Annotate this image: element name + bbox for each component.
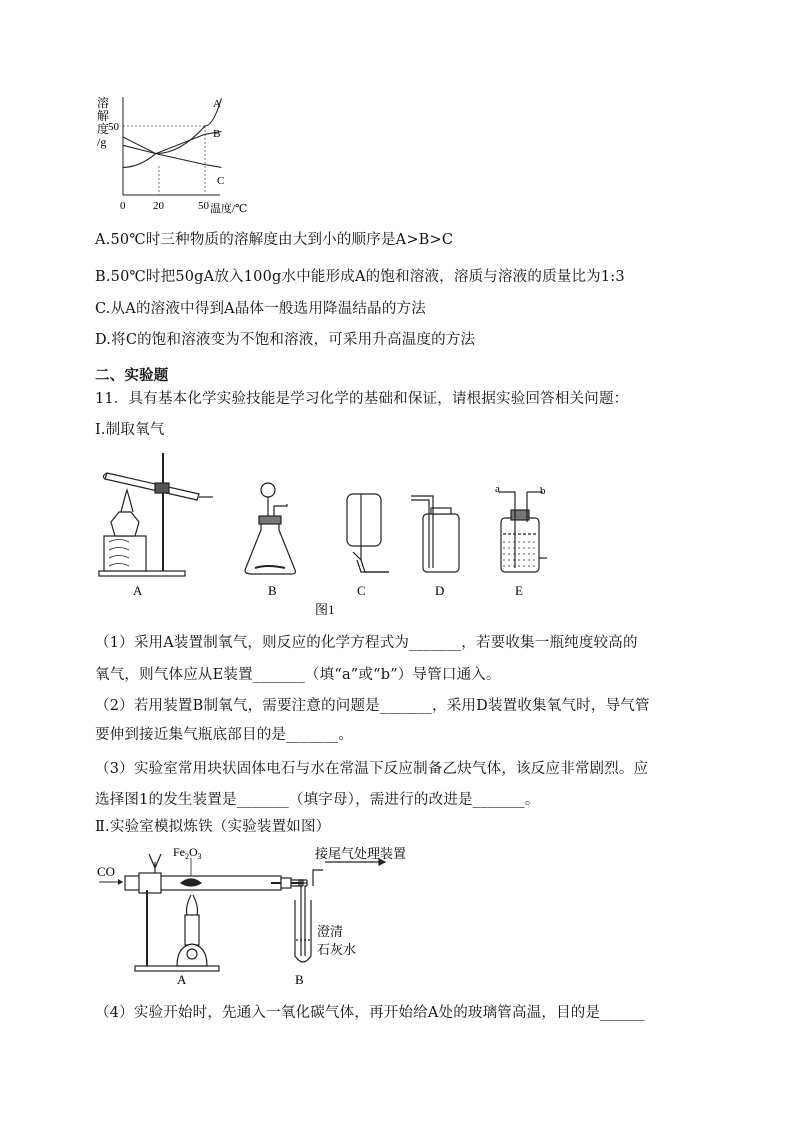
apparatus-b bbox=[245, 483, 296, 574]
option-b: B.50℃时把50gA放入100g水中能形成A的饱和溶液，溶质与溶液的质量比为1:3 bbox=[95, 269, 625, 285]
q2-line2: 要伸到接近集气瓶底部目的是_______。 bbox=[95, 727, 353, 743]
apparatus-label-b: B bbox=[268, 583, 277, 598]
apparatus-e bbox=[499, 492, 547, 572]
label-e-a: a bbox=[495, 483, 500, 495]
option-a: A.50℃时三种物质的溶解度由大到小的顺序是A>B>C bbox=[95, 232, 454, 248]
series-A-label: A bbox=[213, 98, 221, 110]
q4-line1: （4）实验开始时，先通入一氧化碳气体，再开始给A处的玻璃管高温，目的是______ bbox=[95, 1005, 645, 1021]
q2-line1: （2）若用装置B制氧气，需要注意的问题是_______，采用D装置收集氧气时，导气管 bbox=[95, 698, 650, 714]
apparatus-c bbox=[347, 494, 389, 572]
figure-1-caption: 图1 bbox=[315, 602, 335, 617]
part-2-title: Ⅱ.实验室模拟炼铁（实验装置如图） bbox=[95, 819, 331, 835]
y-label-char: 度 bbox=[97, 122, 110, 136]
fe2o3-label: $Fe_2O_3$ bbox=[173, 845, 202, 861]
series-C-label: C bbox=[217, 175, 225, 187]
apparatus-label-a: A bbox=[133, 583, 143, 598]
y-label-char: 溶 bbox=[97, 96, 110, 110]
q1-line1: （1）采用A装置制氧气，则反应的化学方程式为_______，若要收集一瓶纯度较高的 bbox=[95, 635, 638, 651]
y-label-char: /g bbox=[97, 135, 107, 149]
option-d: D.将C的饱和溶液变为不饱和溶液，可采用升高温度的方法 bbox=[95, 332, 476, 348]
apparatus-a bbox=[99, 453, 213, 576]
figure-2-label-b: B bbox=[295, 972, 304, 987]
apparatus-label-c: C bbox=[357, 583, 366, 598]
section-heading: 二、实验题 bbox=[95, 367, 169, 384]
series-B-label: B bbox=[213, 128, 221, 140]
series-C-curve bbox=[123, 137, 221, 167]
x-axis-label: 温度/℃ bbox=[210, 203, 248, 215]
option-c: C.从A的溶液中得到A晶体一般选用降温结晶的方法 bbox=[95, 301, 426, 317]
x-tick-label: 20 bbox=[153, 200, 164, 212]
y-tick-label: 50 bbox=[108, 121, 119, 133]
x-tick-label: 0 bbox=[120, 200, 126, 212]
figure-2-iron-smelting bbox=[95, 840, 435, 990]
part-1-title: Ⅰ.制取氧气 bbox=[95, 422, 165, 438]
q3-line1: （3）实验室常用块状固体电石与水在常温下反应制备乙炔气体，该反应非常剧烈。应 bbox=[95, 761, 649, 777]
co-label: CO bbox=[97, 864, 116, 879]
figure-2-label-a: A bbox=[177, 972, 187, 987]
q1-line2: 氧气，则气体应从E装置_______（填“a”或“b”）导管口通入。 bbox=[95, 667, 501, 683]
q3-line2: 选择图1的发生装置是_______（填字母），需进行的改进是_______。 bbox=[95, 792, 540, 808]
tail-gas-label: 接尾气处理装置 bbox=[315, 846, 407, 861]
label-e-b: b bbox=[540, 485, 546, 497]
question-11: 11．具有基本化学实验技能是学习化学的基础和保证，请根据实验回答相关问题： bbox=[95, 391, 629, 407]
apparatus-label-e: E bbox=[515, 583, 523, 598]
x-tick-label: 50 bbox=[198, 200, 209, 212]
y-label-char: 解 bbox=[97, 109, 110, 123]
figure-1-apparatus bbox=[95, 448, 575, 618]
limewater-label-1: 澄清 bbox=[317, 924, 344, 939]
apparatus-label-d: D bbox=[435, 583, 445, 598]
solubility-chart bbox=[95, 95, 255, 220]
apparatus-d bbox=[411, 496, 459, 572]
limewater-label-2: 石灰水 bbox=[317, 942, 357, 957]
